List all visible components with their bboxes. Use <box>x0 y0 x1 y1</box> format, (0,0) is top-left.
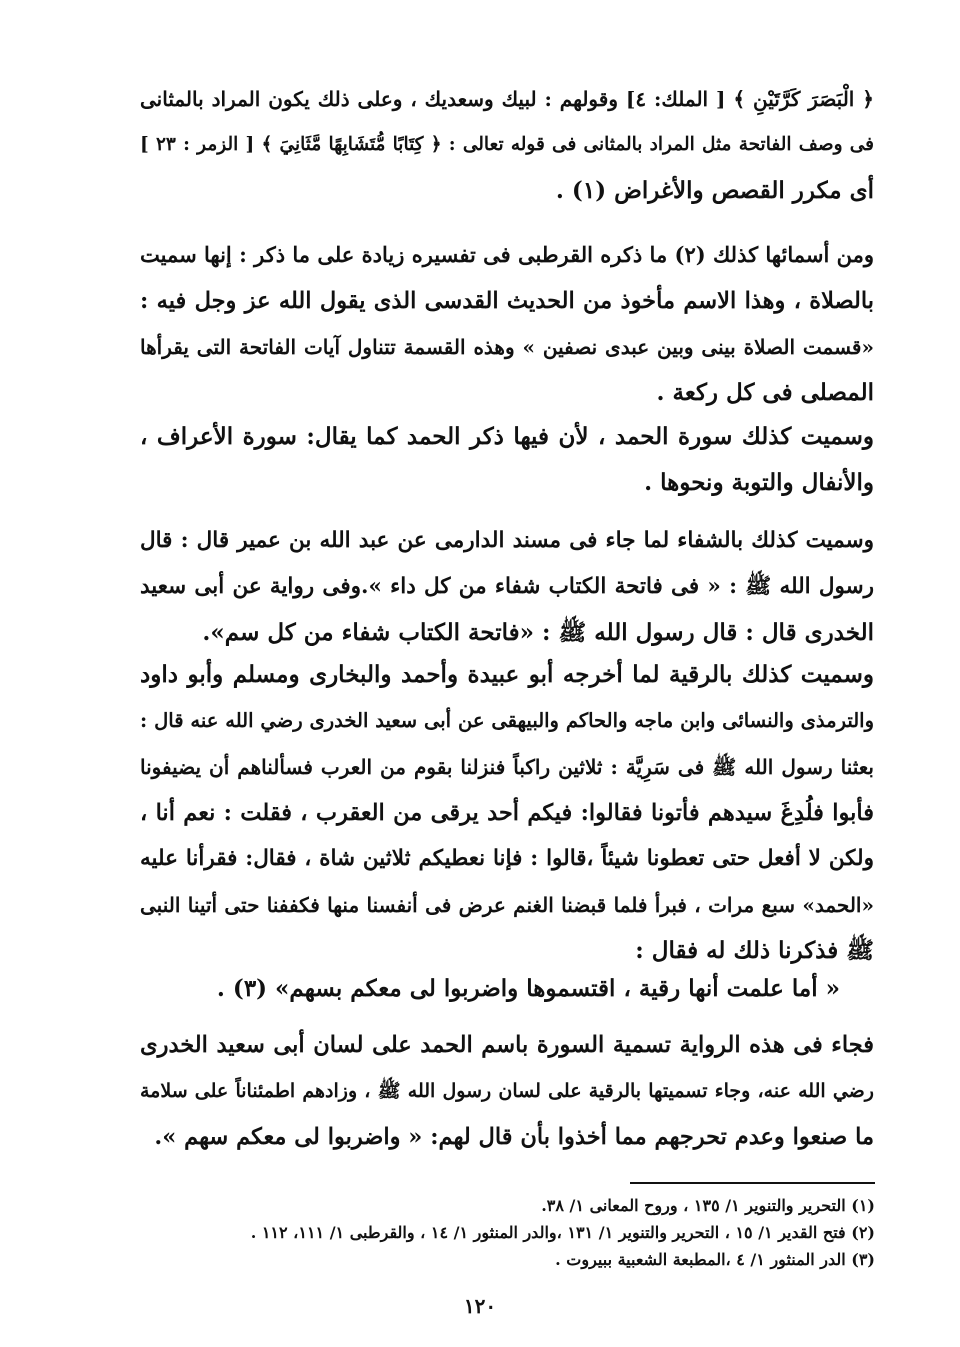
text-line: « أما علمت أنها رقية ، اقتسموها واضربوا لى معكم بسهم» (٣) . <box>216 975 840 1002</box>
text-line: ومن أسمائها كذلك (٢) ما ذكره القرطبى فى تفسيره زيادة على ما ذكر : إنها سميت <box>140 242 874 267</box>
text-line: «الحمد» سبع مرات ، فبرأ فلما قبضنا الغنم عرض فى أنفسنا منها فكففنا حتى أتينا النبى <box>140 893 874 917</box>
text-line: رضي الله عنه، وجاء تسميتها بالرقية على لسان رسول الله ﷺ ، وزادهم اطمئناناً على سلامة <box>140 1080 874 1102</box>
text-line: ولكن لا أفعل حتى تعطونا شيئاً ،قالوا : فإنا نعطيكم ثلاثين شاة ، فقال: فقرأنا عليه <box>140 846 874 871</box>
text-line: المصلى فى كل ركعة . <box>656 379 874 406</box>
paragraph-2 <box>140 232 874 416</box>
text-line: وسميت كذلك سورة الحمد ، لأن فيها ذكر الحمد كما يقال: سورة الأعراف ، <box>140 423 874 450</box>
paragraph-6-quote <box>140 966 840 1012</box>
text-line: فأبوا فلُدِغَ سيدهم فأتونا فقالوا: فيكم أحد يرقى من العقرب ، فقلت : نعم أنا ، <box>140 800 874 826</box>
footnote-3: (٣) الدر المنثور ١/ ٤ ،المطبعة الشعبية ببيروت . <box>555 1250 875 1269</box>
text-line: والأنفال والتوبة ونحوها . <box>644 469 874 496</box>
footnote-2: (٢) فتح القدير ١/ ١٥ ، التحرير والتنوير ١/ ١٣١ ،والدر المنثور ١/ ١٤ ، والقرطبى ١/ ١١١، ١١٢ . <box>250 1223 875 1242</box>
text-line: ﴿ الْبَصَرَ كَرَّتَيْنِ ﴾ [ الملك: ٤] وقولهم : لبيك وسعديك ، وعلى ذلك يكون المراد بالمثانى <box>140 87 874 111</box>
text-line: فجاء فى هذه الرواية تسمية السورة باسم الحمد على لسان أبى سعيد الخدرى <box>140 1032 874 1058</box>
footnote-separator <box>630 1182 875 1184</box>
text-line: «قسمت الصلاة بينى وبين عبدى نصفين » وهذه القسمة تتناول آيات الفاتحة التى يقرأها <box>140 335 874 359</box>
paragraph-7 <box>140 1022 874 1160</box>
text-line: بعثنا رسول الله ﷺ فى سَرِيَّة : ثلاثين راكباً فنزلنا بقوم من العرب فسألناهم أن يضيفونا <box>140 755 874 779</box>
page-number: ١٢٠ <box>463 1294 497 1318</box>
text-line: رسول الله ﷺ : « فى فاتحة الكتاب شفاء من كل داء ».وفى رواية عن أبى سعيد <box>140 574 874 599</box>
paragraph-5 <box>140 652 874 974</box>
text-line: والترمذى والنسائى وابن ماجه والحاكم والبيهقى عن أبى سعيد الخدرى رضي الله عنه قال : <box>140 709 874 732</box>
text-line: ﷺ فذكرنا ذلك له فقال : <box>635 937 874 964</box>
paragraph-1 <box>140 76 874 214</box>
text-line: الخدرى قال : قال رسول الله ﷺ : «فاتحة الكتاب شفاء من كل سم». <box>202 619 874 646</box>
text-line: وسميت كذلك بالشفاء لما جاء فى مسند الدارمى عن عبد الله بن عمير قال : قال <box>140 528 874 553</box>
text-line: أى مكرر القصص والأغراض (١) . <box>555 177 874 204</box>
paragraph-4 <box>140 518 874 656</box>
footnotes <box>140 1192 875 1273</box>
footnote-1: (١) التحرير والتنوير ١/ ١٣٥ ، وروح المعانى ١/ ٣٨. <box>541 1196 875 1215</box>
text-line: بالصلاة ، وهذا الاسم مأخوذ من الحديث القدسى الذى يقول الله عز وجل فيه : <box>140 288 874 314</box>
text-line: فى وصف الفاتحة مثل المراد بالمثانى فى قوله تعالى : ﴿ كِتَابًا مُّتَشَابِهًا مَّثَانِيَ ﴾ [ الزمر : ٢٣ ] <box>140 134 874 155</box>
paragraph-3 <box>140 414 874 506</box>
text-line: وسميت كذلك بالرقية لما أخرجه أبو عبيدة وأحمد والبخارى ومسلم وأبو داود <box>140 661 874 688</box>
text-line: ما صنعوا وعدم تحرجهم مما أخذوا بأن قال لهم: « واضربوا لى معكم سهم ». <box>154 1124 874 1150</box>
